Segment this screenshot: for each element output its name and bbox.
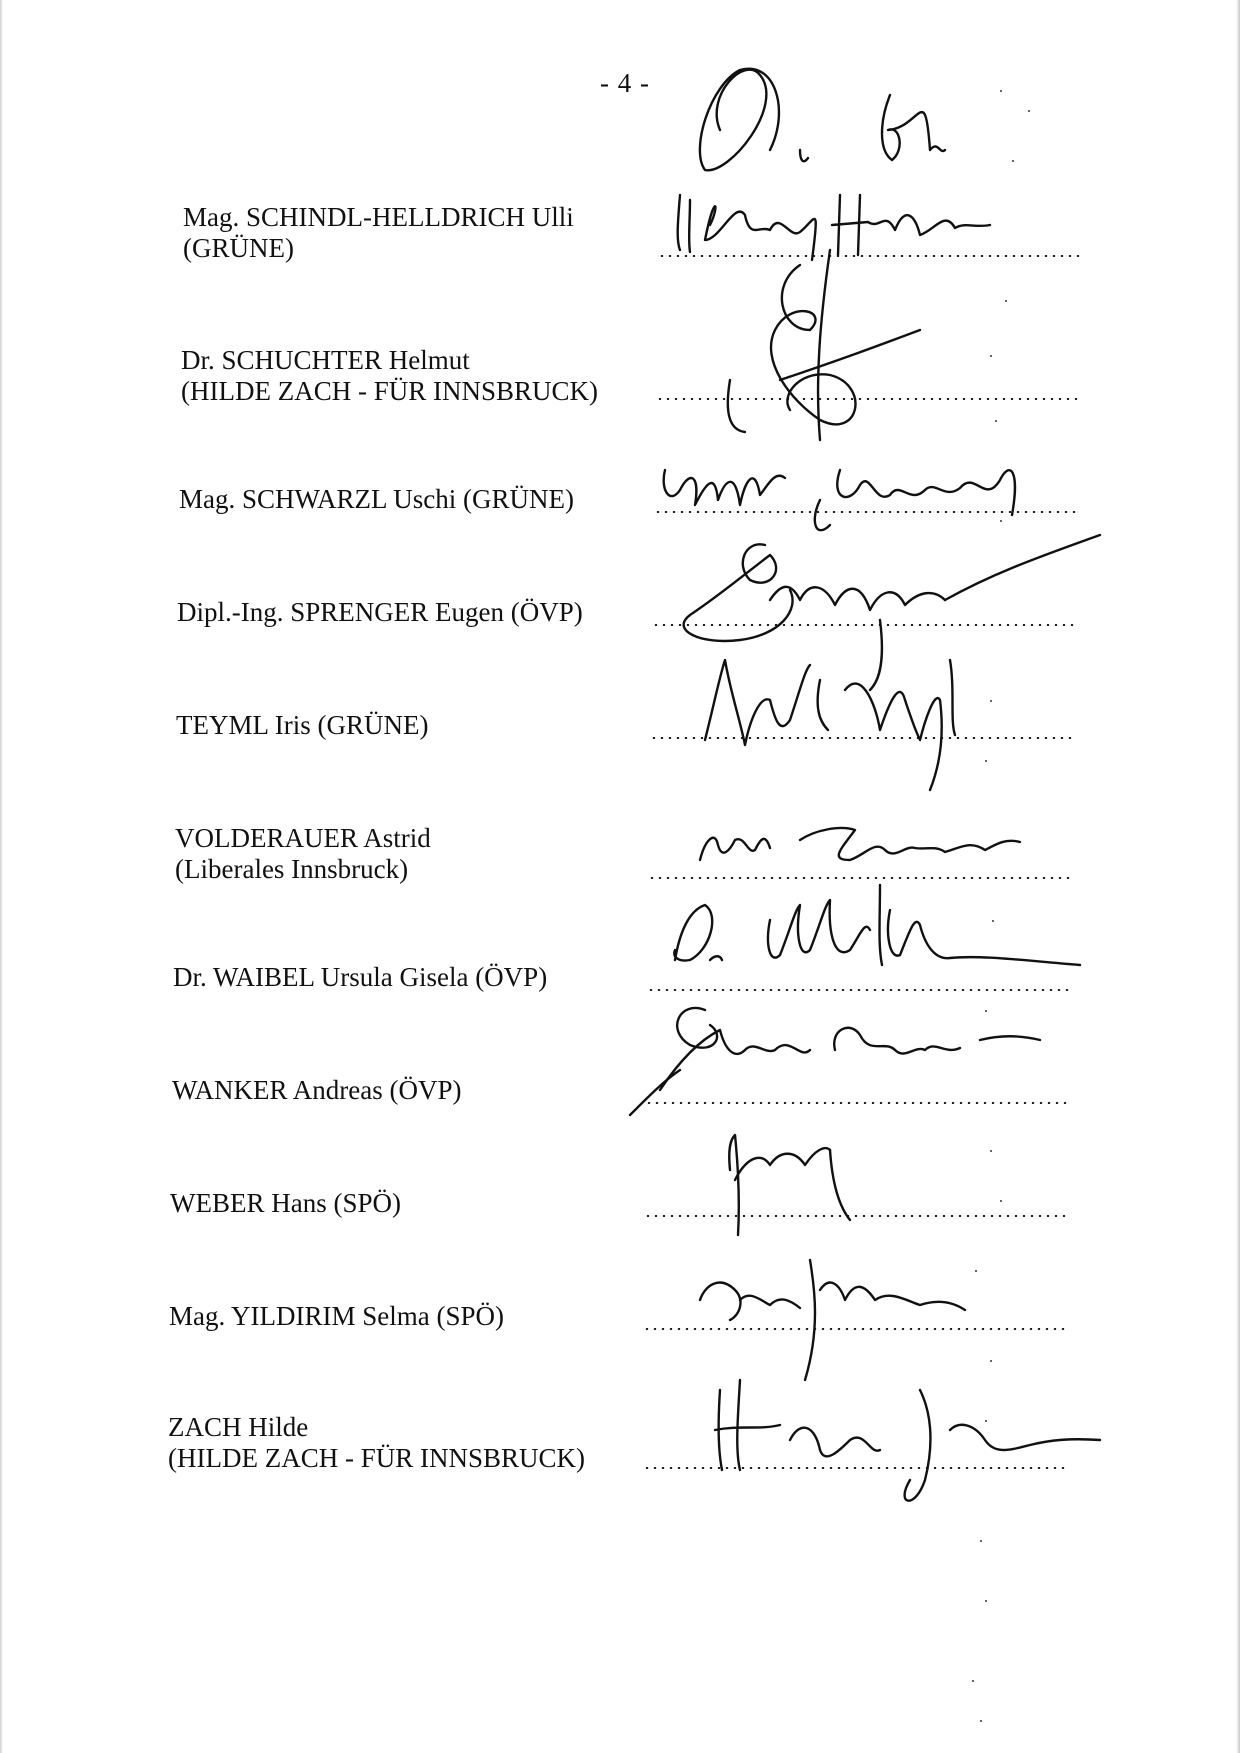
signatory-party: (HILDE ZACH - FÜR INNSBRUCK) <box>181 376 598 406</box>
signatory-name: ZACH Hilde <box>168 1412 309 1442</box>
signatory-name: Dipl.-Ing. SPRENGER Eugen (ÖVP) <box>177 597 583 627</box>
signatory-name: TEYML Iris (GRÜNE) <box>176 710 429 740</box>
signatory-name: VOLDERAUER Astrid <box>175 823 431 853</box>
signatory-party: (GRÜNE) <box>183 233 294 263</box>
signatory-party: (Liberales Innsbruck) <box>175 854 409 884</box>
signatory-party: (HILDE ZACH - FÜR INNSBRUCK) <box>168 1443 585 1473</box>
signatory-name: Mag. YILDIRIM Selma (SPÖ) <box>169 1301 504 1331</box>
signatory-name: WANKER Andreas (ÖVP) <box>172 1075 462 1105</box>
signatory-name: Dr. SCHUCHTER Helmut <box>181 345 470 375</box>
signatory-name: WEBER Hans (SPÖ) <box>170 1188 401 1218</box>
page-number: - 4 - <box>600 68 650 98</box>
signatory-name: Dr. WAIBEL Ursula Gisela (ÖVP) <box>173 962 548 992</box>
signatory-name: Mag. SCHINDL-HELLDRICH Ulli <box>183 202 574 232</box>
signatory-name: Mag. SCHWARZL Uschi (GRÜNE) <box>179 484 574 514</box>
